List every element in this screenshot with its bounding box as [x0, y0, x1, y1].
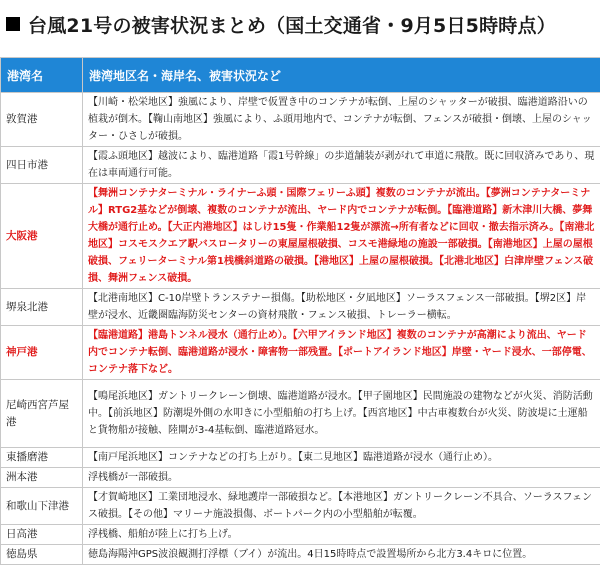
damage-detail-cell: 【川崎・松栄地区】強風により、岸壁で仮置き中のコンテナが転倒、上屋のシャッターが破損、臨港道路沿いの植栽が倒木。【鞠山南地区】強風により、ふ頭用地内で、コンテナが転倒、フェンスが破損・倒壊、上屋のシャッター・ひさしが破損。 [83, 93, 600, 147]
damage-detail-cell: 【臨港道路】港島トンネル浸水（通行止め）。【六甲アイランド地区】複数のコンテナが高潮により流出、ヤード内でコンテナ転倒、臨港道路が浸水・障害物一部残置。【ポートアイランド地区】岸壁・ヤード浸水、一部停電、コンテナ落下など。 [83, 326, 600, 380]
table-body [1, 93, 600, 565]
port-name-cell: 神戸港 [1, 326, 83, 380]
damage-detail-cell: 【霞ふ頭地区】越波により、臨港道路「霞1号幹線」の歩道舗装が剥がれて車道に飛散。既に回収済みであり、現在は車両通行可能。 [83, 147, 600, 184]
table-row [1, 468, 600, 488]
table-row [1, 448, 600, 468]
table-header-row [1, 58, 600, 93]
port-name-cell: 四日市港 [1, 147, 83, 184]
header-port: 港湾名 [1, 58, 83, 93]
table-row [1, 380, 600, 448]
table-row [1, 525, 600, 545]
square-bullet-icon [6, 17, 20, 31]
port-name-cell: 洲本港 [1, 468, 83, 488]
port-name-cell: 徳島県 [1, 545, 83, 565]
table-row [1, 289, 600, 326]
port-name-cell: 東播磨港 [1, 448, 83, 468]
damage-detail-cell: 【鳴尾浜地区】ガントリークレーン倒壊、臨港道路が浸水。【甲子園地区】民間施設の建物などが火災、消防活動中。【前浜地区】防潮堤外側の水叩きに小型船舶の打ち上げ。【西宮地区】中古車複数台が火災、防波堤に土運船と貨物船が接触、陸閘が3-4基転倒、臨港道路冠水。 [83, 380, 600, 448]
header-detail: 港湾地区名・海岸名、被害状況など [83, 58, 600, 93]
damage-detail-cell: 【舞洲コンテナターミナル・ライナーふ頭・国際フェリーふ頭】複数のコンテナが流出。【夢洲コンテナターミナル】RTG2基などが倒壊、複数のコンテナが流出、ヤード内でコンテナが転倒。【臨港道路】新木津川大橋、夢舞大橋が通行止め。【大正内港地区】はしけ15隻・作業船12隻が漂流→所有者などに回収・撤去指示済み。【南港北地区】コスモスクエア駅バスロータリーの東屋屋根破損、コスモ港緑地の施設一部破損。【南港地区】上屋の屋根破損、フェリーターミナル第1桟橋斜道路の破損。【港地区】上屋の屋根破損。【北港北地区】白津岸壁フェンス破損、舞洲フェンス破損。 [83, 184, 600, 289]
port-name-cell: 敦賀港 [1, 93, 83, 147]
table-row [1, 545, 600, 565]
port-name-cell: 日高港 [1, 525, 83, 545]
damage-table [0, 57, 600, 565]
table-row [1, 326, 600, 380]
damage-detail-cell: 徳島海陽沖GPS波浪観測打浮標（ブイ）が流出。4日15時時点で設置場所から北方3.4キロに位置。 [83, 545, 600, 565]
port-name-cell: 堺泉北港 [1, 289, 83, 326]
damage-detail-cell: 浮桟橋、船舶が陸上に打ち上げ。 [83, 525, 600, 545]
table-row [1, 147, 600, 184]
damage-detail-cell: 【才賀崎地区】工業団地浸水、緑地護岸一部破損など。【本港地区】ガントリークレーン不具合、ソーラスフェンス破損。【その他】マリーナ施設損傷、ボートパーク内の小型船舶が転覆。 [83, 488, 600, 525]
title-text: 台風21号の被害状況まとめ（国土交通省・9月5日5時時点） [28, 11, 556, 38]
port-name-cell: 大阪港 [1, 184, 83, 289]
damage-detail-cell: 浮桟橋が一部破損。 [83, 468, 600, 488]
table-row [1, 184, 600, 289]
port-name-cell: 和歌山下津港 [1, 488, 83, 525]
port-name-cell: 尼崎西宮芦屋港 [1, 380, 83, 448]
table-row [1, 93, 600, 147]
damage-detail-cell: 【南戸尾浜地区】コンテナなどの打ち上がり。【東二見地区】臨港道路が浸水（通行止め）。 [83, 448, 600, 468]
damage-detail-cell: 【北港南地区】C-10岸壁トランステナー損傷。【助松地区・夕凪地区】ソーラスフェンス一部破損。【堺2区】岸壁が浸水、近畿圏臨海防災センターの資材飛散・フェンス破損、トレーラー横転。 [83, 289, 600, 326]
page-title [2, 3, 598, 45]
